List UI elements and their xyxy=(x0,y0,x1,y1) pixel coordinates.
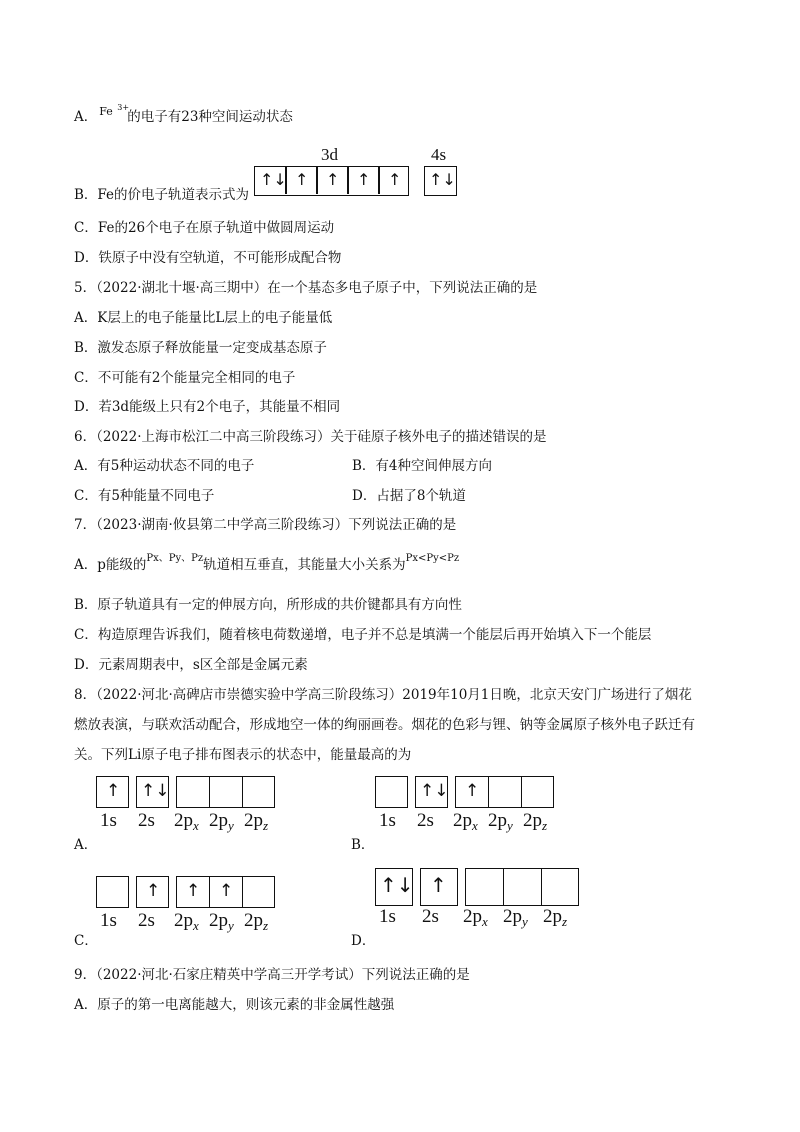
q5-stem: 5．（2022·湖北十堰·高三期中）在一个基态多电子原子中，下列说法正确的是 xyxy=(74,280,538,296)
spin-pair-arrow-icon: ↑↓ xyxy=(429,170,456,189)
q4-option-c: C．Fe的26个电子在原子轨道中做圆周运动 xyxy=(74,220,335,236)
orbital-label: 1s xyxy=(100,810,117,831)
orbital-label: 2s xyxy=(138,810,155,831)
q7-option-d: D．元素周期表中，s区全部是金属元素 xyxy=(74,657,308,673)
q9-stem: 9．（2022·河北·石家庄精英中学高三开学考试）下列说法正确的是 xyxy=(74,967,470,983)
orbital-box xyxy=(209,876,243,908)
orbital-box xyxy=(136,876,169,908)
spin-pair-arrow-icon: ↑↓ xyxy=(141,781,170,801)
q8-stem-line1: 8．（2022·河北·高碑店市崇德实验中学高三阶段练习）2019年10月1日晚，北京天安门广场进行了烟花 xyxy=(74,687,692,703)
option-label: A． xyxy=(74,837,98,853)
orbital-box xyxy=(242,876,275,908)
energy-relation-formula: Px<Py<Pz xyxy=(405,553,460,564)
orbital-box xyxy=(242,776,275,808)
q7-option-b: B．原子轨道具有一定的伸展方向，所形成的共价键都具有方向性 xyxy=(74,597,462,613)
orbital-box xyxy=(488,776,522,808)
orbital-label: $2p_y$ xyxy=(209,810,234,833)
spin-up-arrow-icon: ↑ xyxy=(295,170,309,189)
orbital-label: $2p_x$ xyxy=(463,906,488,929)
spin-up-arrow-icon: ↑ xyxy=(186,881,201,901)
option-label: B． xyxy=(351,837,375,853)
label-4s: 4s xyxy=(431,145,447,164)
orbital-label: 2s xyxy=(138,910,155,931)
orbital-label: $2p_z$ xyxy=(523,810,548,833)
spin-up-arrow-icon: ↑ xyxy=(326,170,340,189)
orbital-label: 1s xyxy=(379,810,396,831)
orbital-label: $2p_y$ xyxy=(488,810,513,833)
orbital-label: 1s xyxy=(379,906,396,927)
option-label: D． xyxy=(351,933,376,949)
orbital-label: $2p_z$ xyxy=(244,810,269,833)
q8-stem-line2: 燃放表演，与联欢活动配合，形成地空一体的绚丽画卷。烟花的色彩与锂、钠等金属原子核外电子跃迁有 xyxy=(74,717,695,733)
orbital-label: $2p_x$ xyxy=(174,910,199,933)
orbital-label: $2p_y$ xyxy=(503,906,528,929)
spin-pair-arrow-icon: ↑↓ xyxy=(420,781,449,801)
q4-option-d: D．铁原子中没有空轨道，不可能形成配合物 xyxy=(74,250,342,266)
orbital-box xyxy=(209,776,243,808)
orbital-box xyxy=(136,776,169,808)
orbital-box xyxy=(375,776,408,808)
q5-option-d: D．若3d能级上只有2个电子，其能量不相同 xyxy=(74,399,341,415)
p-orbitals-formula: Px、Py、Pz xyxy=(146,553,204,564)
orbital-box xyxy=(521,776,554,808)
q5-option-a: A．K层上的电子能量比L层上的电子能量低 xyxy=(74,310,333,326)
orbital-label: $2p_y$ xyxy=(209,910,234,933)
spin-up-arrow-icon: ↑ xyxy=(465,781,480,801)
orbital-box xyxy=(465,868,504,906)
q6-option-c: C．有5种能量不同电子 xyxy=(74,488,215,504)
q5-option-b: B．激发态原子释放能量一定变成基态原子 xyxy=(74,340,327,356)
q7-stem: 7．（2023·湖南·攸县第二中学高三阶段练习）下列说法正确的是 xyxy=(74,517,457,533)
orbital-box xyxy=(503,868,542,906)
spin-up-arrow-icon: ↑ xyxy=(106,781,121,801)
orbital-box xyxy=(375,868,413,906)
spin-up-arrow-icon: ↑ xyxy=(430,873,447,897)
spin-pair-arrow-icon: ↑↓ xyxy=(380,873,414,897)
q6-option-b: B．有4种空间伸展方向 xyxy=(352,458,493,474)
orbital-box xyxy=(455,776,489,808)
q7-option-c: C．构造原理告诉我们，随着核电荷数递增，电子并不总是填满一个能层后再开始填入下一个能层 xyxy=(74,627,652,643)
orbital-label: $2p_z$ xyxy=(244,910,269,933)
orbital-box xyxy=(96,876,129,908)
q8-stem-line3: 关。下列Li原子电子排布图表示的状态中，能量最高的为 xyxy=(74,747,412,763)
option-label: A． xyxy=(74,109,98,125)
option-label: C． xyxy=(74,933,98,949)
spin-pair-arrow-icon: ↑↓ xyxy=(260,170,287,189)
3d-box-group xyxy=(254,166,409,196)
spin-up-arrow-icon: ↑ xyxy=(357,170,371,189)
q6-option-a: A．有5种运动状态不同的电子 xyxy=(74,458,255,474)
orbital-box xyxy=(541,868,579,906)
orbital-box xyxy=(96,776,129,808)
label-3d: 3d xyxy=(321,145,338,164)
q6-stem: 6．（2022·上海市松江二中高三阶段练习）关于硅原子核外电子的描述错误的是 xyxy=(74,429,547,445)
4s-box xyxy=(424,166,457,196)
q7-option-a: A．p能级的$^{Px、Py、Pz}$轨道相互垂直，其能量大小关系为$^{Px<Py<Pz}$ xyxy=(74,553,460,573)
q6-option-d: D．占据了8个轨道 xyxy=(352,488,466,504)
orbital-label: $2p_z$ xyxy=(543,906,568,929)
orbital-label: 2s xyxy=(422,906,439,927)
q5-option-c: C．不可能有2个能量完全相同的电子 xyxy=(74,370,296,386)
spin-up-arrow-icon: ↑ xyxy=(146,881,161,901)
orbital-box xyxy=(176,776,210,808)
orbital-box xyxy=(415,776,448,808)
orbital-box xyxy=(176,876,210,908)
orbital-label: 1s xyxy=(100,910,117,931)
spin-up-arrow-icon: ↑ xyxy=(219,881,234,901)
orbital-box xyxy=(420,868,458,906)
orbital-label: 2s xyxy=(417,810,434,831)
q4-option-a: A． Fe 3+ 的电子有23种空间运动状态 xyxy=(74,103,293,125)
orbital-label: $2p_x$ xyxy=(453,810,478,833)
q4-option-b: B．Fe的价电子轨道表示式为 xyxy=(74,187,250,203)
q9-option-a: A．原子的第一电离能越大，则该元素的非金属性越强 xyxy=(74,997,395,1013)
orbital-label: $2p_x$ xyxy=(174,810,199,833)
spin-up-arrow-icon: ↑ xyxy=(388,170,402,189)
